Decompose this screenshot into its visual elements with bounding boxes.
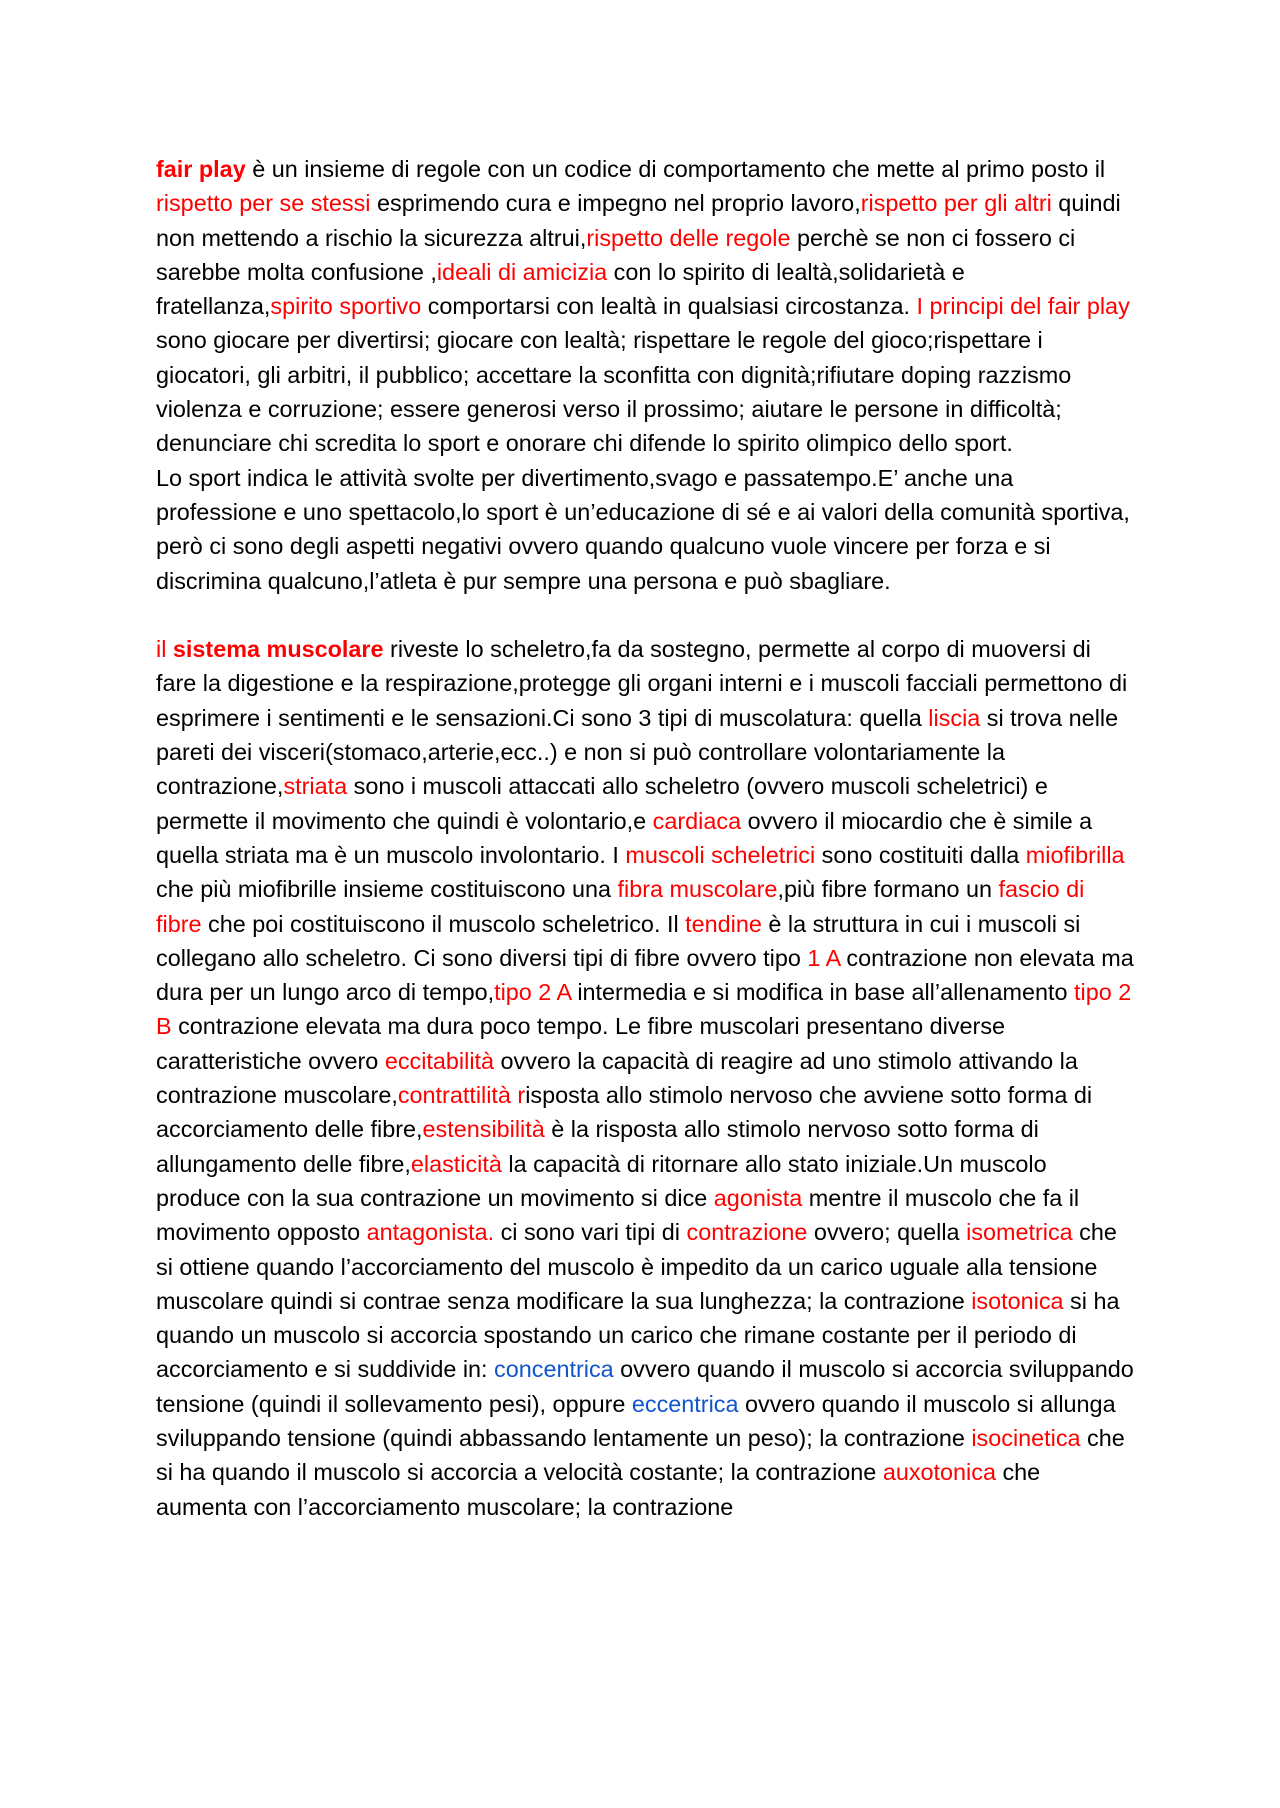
highlighted-term: 1 A xyxy=(807,944,840,971)
text-run: contrazione elevata ma dura poco tempo. Le fibre muscolari presentano diverse caratteristiche ovvero xyxy=(156,1013,1006,1074)
highlighted-term: ideali di amicizia xyxy=(436,258,608,285)
highlighted-term: tendine xyxy=(685,910,762,937)
text-run: che poi costituiscono il muscolo scheletrico. Il xyxy=(201,910,686,937)
highlighted-term: concentrica xyxy=(494,1356,614,1383)
muscular-system-paragraph xyxy=(156,632,1136,1524)
text-run: Lo sport indica le attività svolte per divertimento,svago e passatempo.E’ anche una professione e uno spettacolo,lo sport è un’educazione di sé e ai valori della comunità sportiva, però ci sono degli aspetti negativi ovvero quando qualcuno vuole vincere per forza e si discrimina qualcuno,l’atleta è pur sempre una persona e può sbagliare. xyxy=(156,464,1130,594)
text-run: mentre il muscolo che fa il movimento opposto xyxy=(156,1184,1080,1246)
highlighted-term: spirito sportivo xyxy=(270,293,422,320)
highlighted-term: eccentrica xyxy=(631,1390,739,1417)
text-run: ovvero quando il muscolo si accorcia sviluppando tensione (quindi il sollevamento pesi), oppure xyxy=(156,1356,1134,1417)
text-run: è la struttura in cui i muscoli si collegano allo scheletro. Ci sono diversi tipi di fibre ovvero tipo xyxy=(156,910,1081,971)
paragraph-gap xyxy=(156,598,1136,632)
highlighted-term: I principi del fair play xyxy=(916,293,1130,320)
text-run: sono costituiti dalla xyxy=(815,841,1026,868)
text-run: ovvero quando il muscolo si allunga sviluppando tensione (quindi abbassando lentamente un peso); la contrazione xyxy=(156,1390,1116,1451)
highlighted-term: elasticità xyxy=(410,1150,502,1177)
text-run: sono i muscoli attaccati allo scheletro (ovvero muscoli scheletrici) e permette il movimento che quindi è volontario,e xyxy=(156,773,1048,834)
highlighted-term: isotonica xyxy=(971,1287,1064,1314)
text-run: comportarsi con lealtà in qualsiasi circostanza. xyxy=(421,293,917,320)
text-run: esprimendo cura e impegno nel proprio lavoro, xyxy=(370,190,861,217)
text-run: è un insieme di regole con un codice di comportamento che mette al primo posto il xyxy=(245,156,1106,182)
highlighted-term: contrattilità r xyxy=(397,1082,526,1109)
text-run: ci sono vari tipi di xyxy=(494,1219,687,1246)
text-run: sono giocare per divertirsi; giocare con lealtà; rispettare le regole del gioco;rispettare i giocatori, gli arbitri, il pubblico; accettare la sconfitta con dignità;rifiutare doping razzismo violenza e corruzione; essere generosi verso il prossimo; aiutare le persone in difficoltà; denunciare chi scredita lo sport e onorare chi difende lo spirito olimpico dello sport. xyxy=(156,327,1072,457)
highlighted-term: liscia xyxy=(928,704,981,731)
highlighted-term: cardiaca xyxy=(652,807,742,834)
text-run: intermedia e si modifica in base all’allenamento xyxy=(570,979,1075,1006)
highlighted-term: il xyxy=(156,636,173,663)
text-run: che si ha quando il muscolo si accorcia a velocità costante; la contrazione xyxy=(156,1424,1125,1486)
highlighted-term: tipo 2 A xyxy=(494,979,571,1006)
text-run: contrazione non elevata ma dura per un lungo arco di tempo, xyxy=(156,944,1134,1006)
text-run: che più miofibrille insieme costituiscono una xyxy=(156,876,618,903)
highlighted-term: miofibrilla xyxy=(1025,841,1125,868)
highlighted-term: estensibilità xyxy=(422,1116,545,1143)
highlighted-term: eccitabilità xyxy=(384,1047,495,1074)
highlighted-term: fair play xyxy=(156,156,246,182)
highlighted-term: striata xyxy=(283,773,348,800)
text-run: è la risposta allo stimolo nervoso sotto forma di allungamento delle fibre, xyxy=(156,1116,1039,1177)
sport-paragraph xyxy=(156,461,1136,598)
highlighted-term: rispetto per se stessi xyxy=(156,190,371,217)
highlighted-term: tipo 2 B xyxy=(156,979,1132,1040)
text-run: isposta allo stimolo nervoso che avviene sotto forma di accorciamento delle fibre, xyxy=(156,1082,1093,1143)
text-run: riveste lo scheletro,fa da sostegno, permette al corpo di muoversi di fare la digestione e la respirazione,protegge gli organi interni e i muscoli facciali permettono di esprimere i sentimenti e le sensazioni.Ci sono 3 tipi di muscolatura: quella xyxy=(156,636,1128,731)
highlighted-term: rispetto per gli altri xyxy=(860,190,1052,217)
text-run: ovvero; quella xyxy=(807,1219,967,1246)
text-run: ovvero la capacità di reagire ad uno stimolo attivando la contrazione muscolare, xyxy=(156,1047,1078,1109)
highlighted-term: muscoli scheletrici xyxy=(625,841,816,868)
text-run: ovvero il miocardio che è simile a quella striata ma è un muscolo involontario. I xyxy=(156,807,1093,868)
text-run: si trova nelle pareti dei visceri(stomaco,arterie,ecc..) e non si può controllare volontariamente la contrazione, xyxy=(156,704,1119,800)
text-run: quindi non mettendo a rischio la sicurezza altrui, xyxy=(156,190,1121,251)
text-run: che si ottiene quando l’accorciamento del muscolo è impedito da un carico uguale alla tensione muscolare quindi si contrae senza modificare la sua lunghezza; la contrazione xyxy=(156,1219,1117,1314)
highlighted-term: agonista xyxy=(713,1184,803,1211)
fair-play-paragraph xyxy=(156,152,1136,461)
text-run: ,più fibre formano un xyxy=(777,876,999,903)
text-run: che aumenta con l’accorciamento muscolare; la contrazione xyxy=(156,1459,1041,1520)
document-page xyxy=(156,152,1136,1524)
text-run: con lo spirito di lealtà,solidarietà e fratellanza, xyxy=(156,258,965,320)
text-run: perchè se non ci fossero ci sarebbe molta confusione , xyxy=(156,224,1076,285)
text-run: si ha quando un muscolo si accorcia spostando un carico che rimane costante per il periodo di accorciamento e si suddivide in: xyxy=(156,1287,1120,1383)
highlighted-term: sistema muscolare xyxy=(172,636,384,663)
highlighted-term: fibra muscolare xyxy=(617,876,778,903)
highlighted-term: rispetto delle regole xyxy=(586,224,791,251)
highlighted-term: auxotonica xyxy=(882,1459,996,1486)
highlighted-term: isometrica xyxy=(966,1219,1073,1246)
highlighted-term: isocinetica xyxy=(971,1424,1081,1451)
text-run: la capacità di ritornare allo stato iniziale.Un muscolo produce con la sua contrazione un movimento si dice xyxy=(156,1150,1047,1211)
highlighted-term: fascio di fibre xyxy=(156,876,1085,937)
highlighted-term: antagonista. xyxy=(366,1219,495,1246)
highlighted-term: contrazione xyxy=(686,1219,808,1246)
